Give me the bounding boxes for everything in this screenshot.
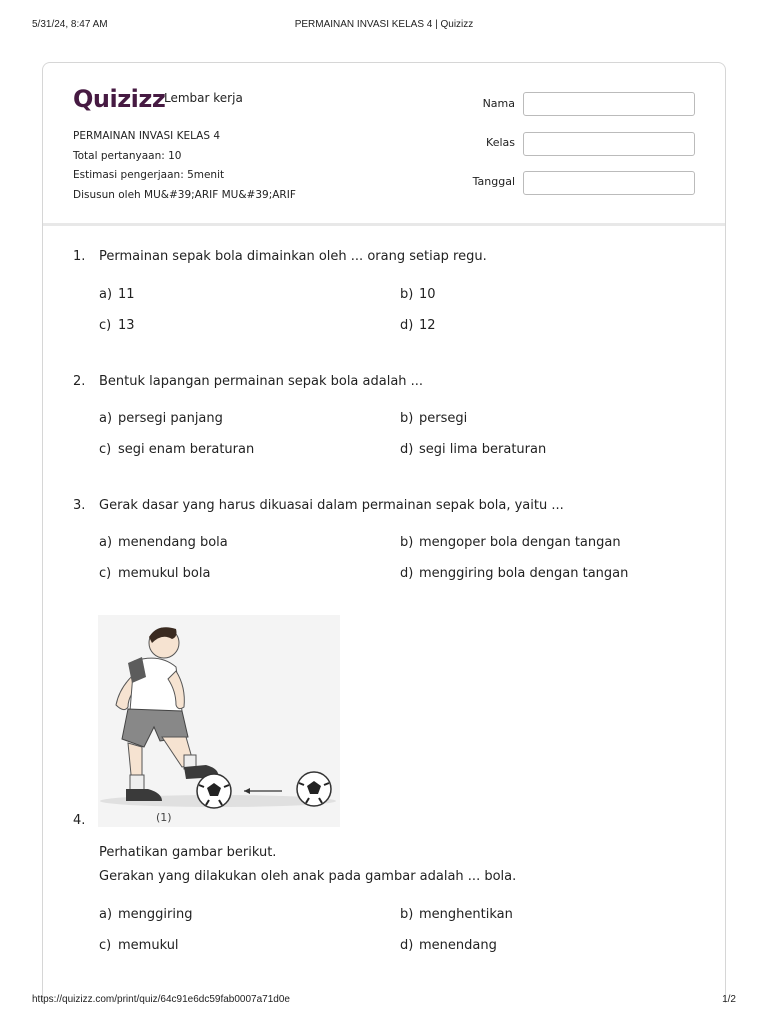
total-questions: Total pertanyaan: 10 — [73, 149, 182, 162]
class-label: Kelas — [486, 136, 515, 149]
option-d: d) segi lima beraturan — [400, 442, 547, 457]
option-c: c) segi enam beraturan — [99, 442, 255, 457]
name-field[interactable] — [523, 92, 695, 116]
question-number: 2. — [73, 374, 86, 389]
question-number: 4. — [73, 813, 86, 828]
option-c: c) 13 — [99, 318, 135, 333]
option-b: b) mengoper bola dengan tangan — [400, 535, 621, 550]
worksheet-header — [43, 63, 725, 226]
option-d: d) 12 — [400, 318, 436, 333]
quiz-meta — [73, 127, 296, 205]
option-b: b) menghentikan — [400, 907, 513, 922]
question-text-line-2: Gerakan yang dilakukan oleh anak pada gambar adalah ... bola. — [99, 869, 517, 884]
option-c: c) memukul bola — [99, 566, 211, 581]
name-label: Nama — [482, 97, 515, 110]
question-text: Gerak dasar yang harus dikuasai dalam permainan sepak bola, yaitu ... — [99, 498, 564, 513]
option-b: b) persegi — [400, 411, 468, 426]
date-label: Tanggal — [472, 175, 515, 188]
question-text-line-1: Perhatikan gambar berikut. — [99, 845, 277, 860]
quizizz-logo: Quizizz — [73, 85, 166, 113]
option-a: a) menggiring — [99, 907, 193, 922]
worksheet-subtitle: Lembar kerja — [164, 91, 243, 105]
option-d: d) menendang — [400, 938, 497, 953]
football-illustration — [98, 615, 340, 827]
print-footer — [0, 992, 768, 1024]
date-field[interactable] — [523, 171, 695, 195]
class-field[interactable] — [523, 132, 695, 156]
question-text: Bentuk lapangan permainan sepak bola adalah ... — [99, 374, 424, 389]
time-estimate: Estimasi pengerjaan: 5menit — [73, 169, 225, 181]
option-d: d) menggiring bola dengan tangan — [400, 566, 629, 581]
question-number: 3. — [73, 498, 86, 513]
question-text: Permainan sepak bola dimainkan oleh ... orang setiap regu. — [99, 249, 487, 264]
option-a: a) menendang bola — [99, 535, 228, 550]
author: Disusun oleh MU&#39;ARIF MU&#39;ARIF — [73, 188, 296, 201]
print-title: PERMAINAN INVASI KELAS 4 | Quizizz — [294, 19, 474, 30]
question-number: 1. — [73, 249, 86, 264]
option-a: a) 11 — [99, 287, 135, 302]
quiz-name: PERMAINAN INVASI KELAS 4 — [73, 130, 221, 142]
option-a: a) persegi panjang — [99, 411, 223, 426]
image-caption: (1) — [156, 811, 172, 824]
print-date: 5/31/24, 8:47 AM — [32, 19, 108, 30]
print-header — [0, 0, 768, 40]
option-b: b) 10 — [400, 287, 436, 302]
print-url: https://quizizz.com/print/quiz/64c91e6dc59fab0007a71d0e — [32, 994, 290, 1005]
page-number: 1/2 — [722, 994, 736, 1005]
option-c: c) memukul — [99, 938, 179, 953]
worksheet — [42, 62, 726, 1003]
